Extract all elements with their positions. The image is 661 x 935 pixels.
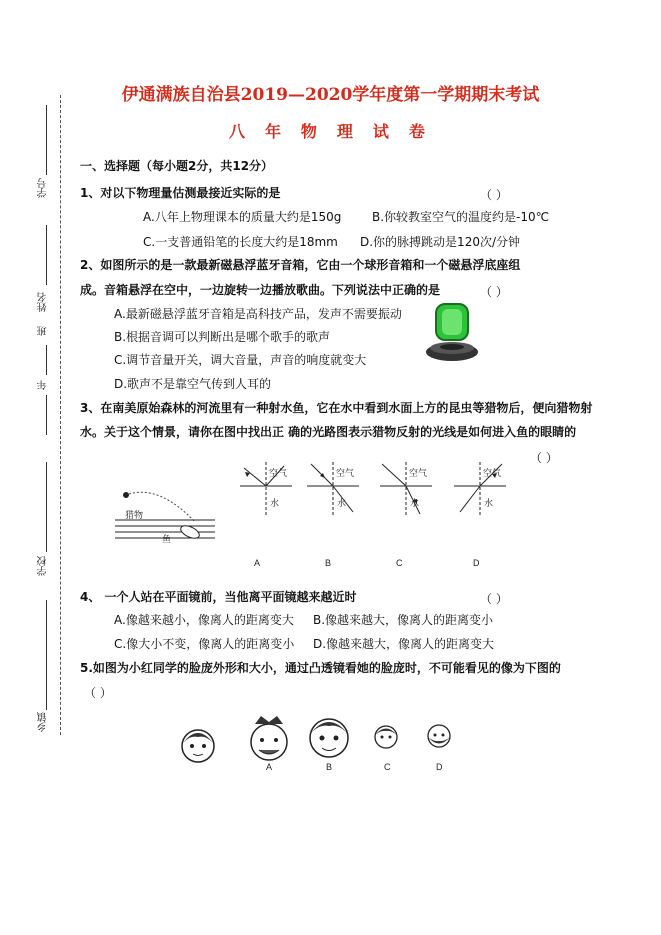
class-underline — [46, 345, 47, 375]
school-underline — [46, 462, 47, 552]
q2-option-b: B.根据音调可以判断出是哪个歌手的歌声 — [114, 330, 331, 344]
q3-stem-line1: 3、在南美原始森林的河流里有一种射水鱼，它在水中看到水面上方的昆虫等猎物后，便向猎物射 — [80, 401, 593, 415]
q3-d-water-label: 水 — [484, 498, 494, 508]
q1-option-a: A.八年上物理课本的质量大约是150g — [143, 210, 342, 224]
q3-prey-label: 猎物 — [125, 510, 144, 520]
binding-dashed-line — [60, 95, 62, 735]
q2-option-a: A.最新磁悬浮蓝牙音箱是高科技产品，发声不需要振动 — [114, 307, 402, 321]
q3-c-air-label: 空气 — [409, 468, 428, 478]
sidebar-label-class: 班 — [38, 326, 49, 336]
q1-option-b: B.你较教室空气的温度约是-10℃ — [372, 210, 550, 224]
face-option-a-image — [245, 712, 293, 764]
q3-stem-line2: 水。关于这个情景，请你在图中找出正 确的光路图表示猎物反射的光线是如何进入鱼的眼睛的 — [80, 425, 577, 439]
q2-stem-line1: 2、如图所示的是一款最新磁悬浮蓝牙音箱，它由一个球形音箱和一个磁悬浮底座组 — [80, 258, 521, 272]
sidebar-label-name: 姓名 — [38, 292, 49, 312]
q1-option-d: D.你的脉搏跳动是120次/分钟 — [360, 235, 521, 249]
q5-option-label-d: D — [436, 762, 443, 772]
face-option-d-image — [425, 722, 453, 750]
grade-underline — [46, 395, 47, 435]
q5-option-label-b: B — [326, 762, 333, 772]
q3-answer-blank[interactable]: （ ） — [530, 451, 558, 465]
face-option-b-image — [305, 710, 353, 762]
q1-option-c: C.一支普通铅笔的长度大约是18mm — [143, 235, 338, 249]
q4-option-d: D.像越来越大，像离人的距离变大 — [313, 637, 495, 651]
q2-option-c: C.调节音量开关，调大音量，声音的响度就变大 — [114, 353, 367, 367]
q2-answer-blank[interactable]: （ ） — [480, 285, 508, 299]
q3-option-label-d: D — [473, 558, 480, 568]
q4-stem: 4、 一个人站在平面镜前，当他离平面镜越来越近时 — [80, 590, 357, 604]
q3-a-air-label: 空气 — [269, 468, 288, 478]
face-original-image — [178, 725, 218, 765]
q5-stem: 5.如图为小红同学的脸庞外形和大小，通过凸透镜看她的脸庞时，不可能看见的像为下图的 — [80, 661, 561, 675]
q1-stem: 1、对以下物理量估测最接近实际的是 — [80, 186, 281, 200]
q2-stem-line2: 成。音箱悬浮在空中，一边旋转一边播放歌曲。下列说法中正确的是 — [80, 283, 441, 297]
sidebar-label-school: 学校 — [38, 556, 49, 576]
sidebar-label-township: 乡镇 — [38, 712, 49, 732]
q4-option-c: C.像大小不变，像离人的距离变小 — [114, 637, 295, 651]
maglev-speaker-image — [422, 300, 482, 370]
q2-option-d: D.歌声不是靠空气传到人耳的 — [114, 377, 272, 391]
q3-d-air-label: 空气 — [483, 468, 502, 478]
q3-c-water-label: 水 — [410, 498, 420, 508]
section-heading: 一、选择题（每小题2分，共12分） — [80, 159, 274, 173]
sidebar-label-grade: 年 — [38, 380, 49, 390]
q4-option-a: A.像越来越小，像离人的距离变大 — [114, 613, 294, 627]
q3-fish-label: 鱼 — [162, 534, 172, 544]
face-option-c-image — [372, 722, 400, 750]
q3-option-label-a: A — [254, 558, 261, 568]
exam-subtitle: 八 年 物 理 试 卷 — [228, 122, 433, 141]
sidebar-label-student-id: 学号 — [38, 178, 49, 198]
q4-answer-blank[interactable]: （ ） — [480, 592, 508, 606]
q1-answer-blank[interactable]: （ ） — [480, 188, 508, 202]
q5-answer-blank[interactable]: （ ） — [84, 686, 112, 700]
q3-option-label-c: C — [396, 558, 403, 568]
name-underline — [46, 225, 47, 285]
exam-title: 伊通满族自治县2019—2020学年度第一学期期末考试 — [121, 85, 540, 105]
q4-option-b: B.像越来越大，像离人的距离变小 — [313, 613, 494, 627]
q5-option-label-a: A — [266, 762, 273, 772]
q3-a-water-label: 水 — [270, 498, 280, 508]
township-underline — [46, 600, 47, 710]
q3-b-water-label: 水 — [337, 498, 347, 508]
q5-option-label-c: C — [384, 762, 391, 772]
q3-b-air-label: 空气 — [336, 468, 355, 478]
q3-option-label-b: B — [325, 558, 332, 568]
